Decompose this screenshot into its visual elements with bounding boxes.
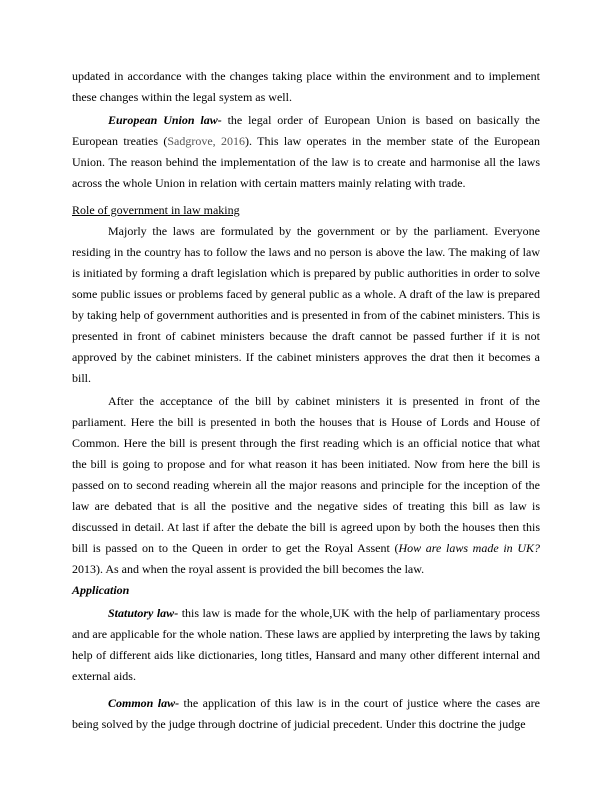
citation: How are laws made in UK? [398, 541, 540, 555]
paragraph-common-law [72, 693, 540, 735]
term-european-union-law: European Union law- [108, 113, 222, 127]
paragraph-text: the legal order of European Union is based on basically the European treaties ( [72, 113, 540, 148]
paragraph-text: the application of this law is in the court of justice where the cases are being solved by the judge through doctrine of judicial precedent. Under this doctrine the judge [72, 696, 540, 731]
paragraph-statutory-law [72, 603, 540, 687]
paragraph-law-making: Majorly the laws are formulated by the government or by the parliament. Everyone residing in the country has to follow the laws and no person is above the law. The making of law is initiated by forming a draft legislation which is prepared by public authorities in order to solve some public issues or problems faced by general public as a whole. A draft of the law is prepared by taking help of government authorities and is presented in from of the cabinet ministers. This is presented in front of cabinet ministers because the draft cannot be passed further if it is not approved by the cabinet ministers. If the cabinet ministers approves the drat then it becomes a bill. [72, 224, 541, 385]
paragraph-text: ). This law operates in the member state of the European Union. The reason behind the implementation of the law is to create and harmonise all the laws across the whole Union in relation with certain matters mainly relating with trade. [72, 134, 540, 190]
paragraph-bill-process [72, 391, 540, 580]
paragraph-text: this law is made for the whole,UK with the help of parliamentary process and are applicable for the whole nation. These laws are applied by interpreting the laws by taking help of different aids like dictionaries, long titles, Hansard and many other different internal and external aids. [72, 606, 540, 683]
section-heading-application: Application [72, 583, 130, 597]
paragraph-continuation: updated in accordance with the changes taking place within the environment and to implement these changes within the legal system as well. [72, 69, 540, 104]
paragraph-text: 2013). As and when the royal assent is provided the bill becomes the law. [72, 562, 425, 576]
paragraph-text: After the acceptance of the bill by cabinet ministers it is presented in front of the parliament. Here the bill is presented in both the houses that is House of Lords and House of Common. Here the bill is present through the first reading which is an official notice that what the bill is going to propose and for what reason it has been initiated. Now from here the bill is passed on to second reading wherein all the major reasons and principle for the inception of the law are debated that is all the positive and the negative sides of treating this bill as law is discussed in detail. At last if after the debate the bill is agreed upon by both the houses then this bill is passed on to the Queen in order to get the Royal Assent ( [72, 394, 540, 555]
paragraph-european-union-law [72, 110, 540, 194]
term-statutory-law: Statutory law- [108, 606, 179, 620]
term-common-law: Common law- [108, 696, 180, 710]
citation: Sadgrove, 2016 [167, 134, 246, 148]
section-heading-role-of-government: Role of government in law making [72, 203, 240, 217]
